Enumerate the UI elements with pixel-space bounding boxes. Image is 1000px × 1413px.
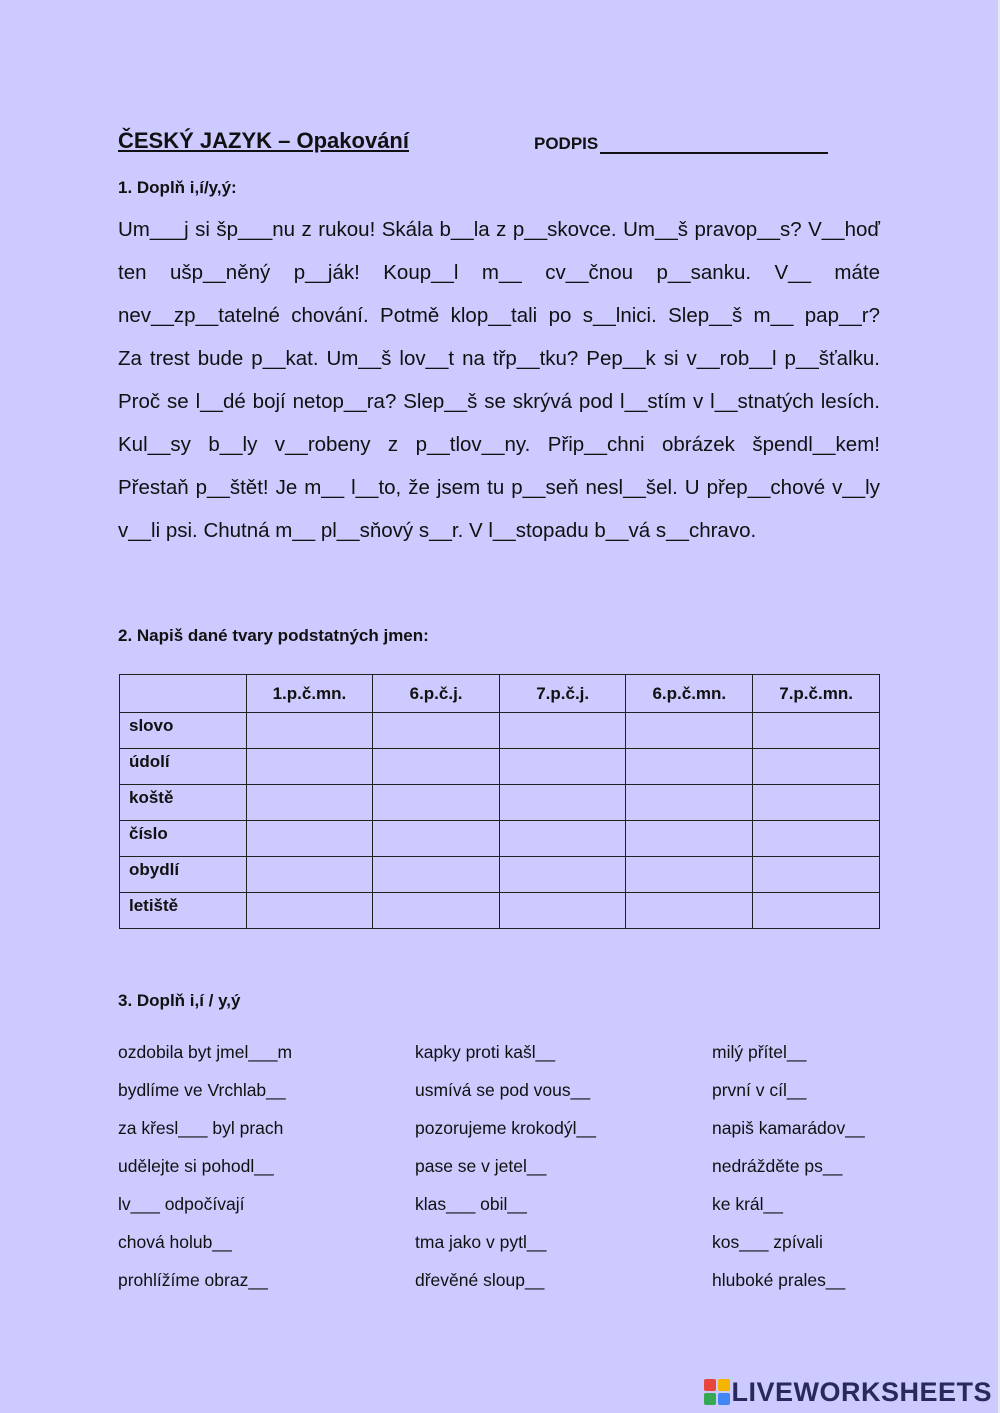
exercise-item: ozdobila byt jmel___m <box>118 1042 293 1062</box>
answer-cell[interactable] <box>246 713 373 749</box>
task1-line: Za trest bude p__kat. Um__š lov__t na třp__tku? Pep__k si v__rob__l p__šťalku. <box>118 347 880 370</box>
answer-cell[interactable] <box>499 785 626 821</box>
exercise-item: první v cíl__ <box>712 1080 807 1100</box>
answer-cell[interactable] <box>753 749 880 785</box>
row-noun: koště <box>120 785 247 821</box>
exercise-item: chová holub__ <box>118 1232 232 1252</box>
answer-cell[interactable] <box>499 713 626 749</box>
exercise-item: udělejte si pohodl__ <box>118 1156 274 1176</box>
answer-cell[interactable] <box>626 713 753 749</box>
exercise-item: napiš kamarádov__ <box>712 1118 865 1138</box>
exercise-item: kapky proti kašl__ <box>415 1042 556 1062</box>
task1-heading: 1. Doplň i,í/y,ý: <box>118 178 237 197</box>
table-row <box>120 785 880 821</box>
answer-cell[interactable] <box>626 821 753 857</box>
answer-cell[interactable] <box>373 713 500 749</box>
row-noun: letiště <box>120 893 247 929</box>
title-row <box>118 128 878 160</box>
exercise-item: hluboké prales__ <box>712 1270 846 1290</box>
exercise-item: nedrážděte ps__ <box>712 1156 843 1176</box>
exercise-item: dřevěné sloup__ <box>415 1270 545 1290</box>
answer-cell[interactable] <box>753 857 880 893</box>
task3-heading: 3. Doplň i,í / y,ý <box>118 991 241 1010</box>
answer-cell[interactable] <box>753 785 880 821</box>
noun-forms-table <box>119 674 880 929</box>
exercise-column <box>712 1038 865 1304</box>
answer-cell[interactable] <box>246 857 373 893</box>
answer-cell[interactable] <box>626 785 753 821</box>
answer-cell[interactable] <box>499 893 626 929</box>
task1-line: Přestaň p__štět! Je m__ l__to, že jsem tu p__seň nesl__šel. U přep__chové v__ly <box>118 476 880 499</box>
answer-cell[interactable] <box>373 785 500 821</box>
exercise-item: milý přítel__ <box>712 1042 807 1062</box>
answer-cell[interactable] <box>499 857 626 893</box>
row-noun: obydlí <box>120 857 247 893</box>
task1-line: Um___j si šp___nu z rukou! Skála b__la z p__skovce. Um__š pravop__s? V__hoď <box>118 218 880 241</box>
answer-cell[interactable] <box>373 749 500 785</box>
table-row <box>120 749 880 785</box>
row-noun: číslo <box>120 821 247 857</box>
answer-cell[interactable] <box>753 713 880 749</box>
table-header-cell <box>120 675 247 713</box>
table-header-cell: 6.p.č.j. <box>373 675 500 713</box>
table-header-cell: 7.p.č.j. <box>499 675 626 713</box>
signature-input-line[interactable] <box>600 136 828 154</box>
answer-cell[interactable] <box>373 857 500 893</box>
answer-cell[interactable] <box>753 821 880 857</box>
answer-cell[interactable] <box>499 821 626 857</box>
exercise-item: usmívá se pod vous__ <box>415 1080 591 1100</box>
signature-label: PODPIS <box>534 134 599 153</box>
answer-cell[interactable] <box>246 821 373 857</box>
task1-paragraph <box>118 208 880 552</box>
table-row <box>120 893 880 929</box>
exercise-item: pase se v jetel__ <box>415 1156 547 1176</box>
answer-cell[interactable] <box>246 785 373 821</box>
exercise-item: za křesl___ byl prach <box>118 1118 284 1138</box>
table-row <box>120 857 880 893</box>
page-title: ČESKÝ JAZYK – Opakování <box>118 128 409 153</box>
answer-cell[interactable] <box>626 857 753 893</box>
answer-cell[interactable] <box>499 749 626 785</box>
exercise-item: lv___ odpočívají <box>118 1194 245 1214</box>
exercise-column <box>118 1038 292 1304</box>
table-header-row <box>120 675 880 713</box>
signature-field <box>534 134 828 154</box>
exercise-item: pozorujeme krokodýl__ <box>415 1118 596 1138</box>
exercise-column <box>415 1038 596 1304</box>
table-header-cell: 6.p.č.mn. <box>626 675 753 713</box>
task1-line: ten ušp__něný p__ják! Koup__l m__ cv__čnou p__sanku. V__ máte <box>118 261 880 284</box>
exercise-item: klas___ obil__ <box>415 1194 527 1214</box>
answer-cell[interactable] <box>753 893 880 929</box>
exercise-item: ke král__ <box>712 1194 784 1214</box>
table-header-cell: 1.p.č.mn. <box>246 675 373 713</box>
row-noun: údolí <box>120 749 247 785</box>
answer-cell[interactable] <box>373 893 500 929</box>
table-header-cell: 7.p.č.mn. <box>753 675 880 713</box>
task2-heading: 2. Napiš dané tvary podstatných jmen: <box>118 626 429 645</box>
answer-cell[interactable] <box>626 749 753 785</box>
exercise-item: tma jako v pytl__ <box>415 1232 547 1252</box>
liveworksheets-logo-icon <box>703 1378 731 1406</box>
brand-name: LIVEWORKSHEETS <box>731 1376 992 1407</box>
exercise-item: kos___ zpívali <box>712 1232 823 1252</box>
table-row <box>120 713 880 749</box>
answer-cell[interactable] <box>246 749 373 785</box>
task1-line: v__li psi. Chutná m__ pl__sňový s__r. V l__stopadu b__vá s__chravo. <box>118 519 757 542</box>
task1-line: Proč se l__dé bojí netop__ra? Slep__š se skrývá pod l__stím v l__stnatých lesích. <box>118 390 880 413</box>
answer-cell[interactable] <box>246 893 373 929</box>
exercise-item: prohlížíme obraz__ <box>118 1270 268 1290</box>
answer-cell[interactable] <box>626 893 753 929</box>
task1-line: nev__zp__tatelné chování. Potmě klop__tali po s__lnici. Slep__š m__ pap__r? <box>118 304 880 327</box>
answer-cell[interactable] <box>373 821 500 857</box>
exercise-item: bydlíme ve Vrchlab__ <box>118 1080 286 1100</box>
table-row <box>120 821 880 857</box>
task1-line: Kul__sy b__ly v__robeny z p__tlov__ny. Přip__chni obrázek špendl__kem! <box>118 433 880 456</box>
liveworksheets-brand <box>703 1375 992 1409</box>
row-noun: slovo <box>120 713 247 749</box>
